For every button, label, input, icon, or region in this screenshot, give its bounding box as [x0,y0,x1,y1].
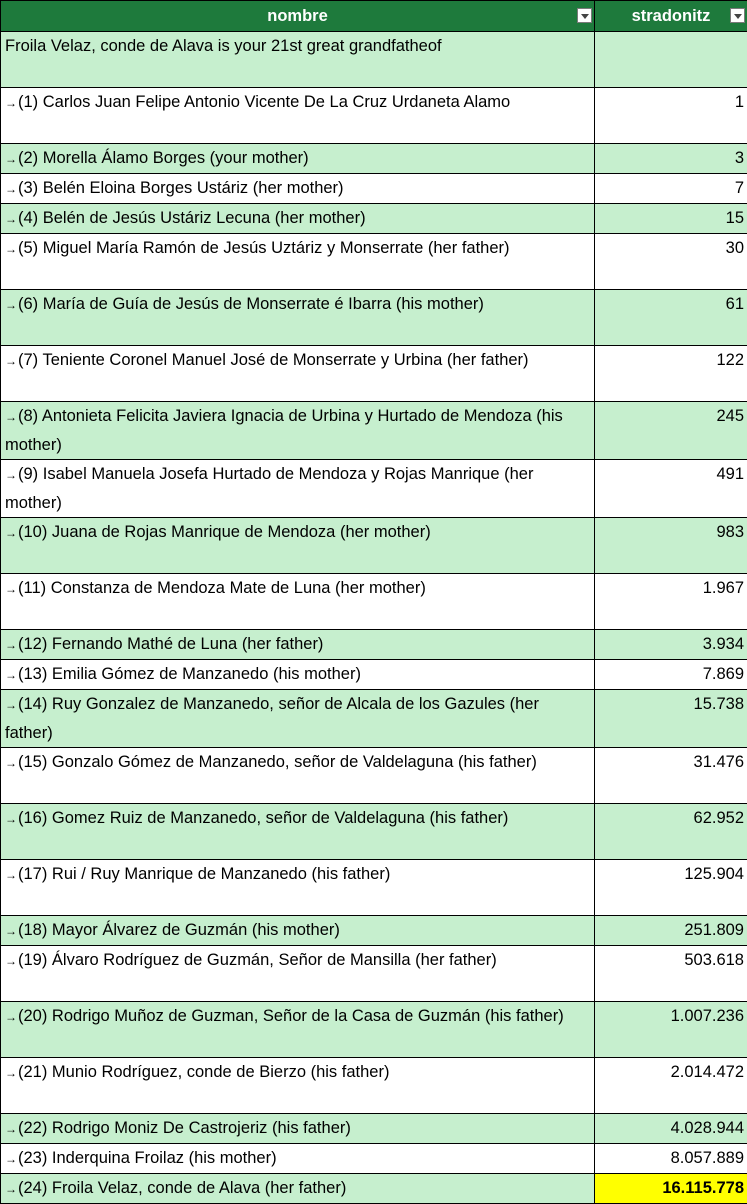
table-row [1,690,747,748]
table-row [1,402,747,460]
table-row [1,1144,747,1174]
ancestor-name: (22) Rodrigo Moniz De Castrojeriz (his father) [18,1119,351,1137]
ancestor-name: (24) Froila Velaz, conde de Alava (her father) [18,1179,346,1197]
name-cell[interactable] [1,860,595,916]
ancestor-name: (16) Gomez Ruiz de Manzanedo, señor de Valdelaguna (his father) [18,809,508,827]
table-row [1,804,747,860]
ancestor-name: (15) Gonzalo Gómez de Manzanedo, señor de Valdelaguna (his father) [18,753,537,771]
table-row [1,144,747,174]
ancestor-name: (21) Munio Rodríguez, conde de Bierzo (his father) [18,1063,389,1081]
ancestor-name: (18) Mayor Álvarez de Guzmán (his mother) [18,921,340,939]
stradonitz-cell[interactable]: 15.738 [595,690,747,748]
table-row [1,88,747,144]
stradonitz-cell[interactable]: 30 [595,234,747,290]
table-row [1,630,747,660]
name-cell[interactable] [1,402,595,460]
stradonitz-cell[interactable]: 491 [595,460,747,518]
arrow-icon: → [5,947,17,975]
arrow-icon: → [5,519,17,547]
arrow-icon: → [5,291,17,319]
ancestor-name: (6) María de Guía de Jesús de Monserrate é Ibarra (his mother) [18,295,484,313]
ancestor-name: (5) Miguel María Ramón de Jesús Uztáriz y Monserrate (her father) [18,239,510,257]
name-cell[interactable] [1,346,595,402]
ancestor-name: (12) Fernando Mathé de Luna (her father) [18,635,323,653]
stradonitz-cell[interactable]: 62.952 [595,804,747,860]
ancestor-name: (2) Morella Álamo Borges (your mother) [18,149,309,167]
arrow-icon: → [5,1059,17,1087]
table-row [1,916,747,946]
table-row [1,860,747,916]
stradonitz-cell[interactable]: 251.809 [595,916,747,946]
arrow-icon: → [5,1003,17,1031]
stradonitz-cell[interactable]: 8.057.889 [595,1144,747,1174]
table-row [1,660,747,690]
stradonitz-cell[interactable]: 31.476 [595,748,747,804]
arrow-icon: → [5,861,17,889]
ancestor-name: (11) Constanza de Mendoza Mate de Luna (her mother) [18,579,426,597]
ancestor-name: (1) Carlos Juan Felipe Antonio Vicente De La Cruz Urdaneta Alamo [18,93,510,111]
arrow-icon: → [5,89,17,117]
name-cell[interactable] [1,88,595,144]
name-cell[interactable] [1,1058,595,1114]
ancestor-name: (20) Rodrigo Muñoz de Guzman, Señor de la Casa de Guzmán (his father) [18,1007,564,1025]
intro-value-cell[interactable] [595,32,747,88]
arrow-icon: → [5,461,17,489]
name-cell[interactable] [1,144,595,174]
table-row [1,1002,747,1058]
name-cell[interactable] [1,660,595,690]
stradonitz-cell[interactable]: 1.967 [595,574,747,630]
stradonitz-cell[interactable]: 61 [595,290,747,346]
ancestor-name: (8) Antonieta Felicita Javiera Ignacia de Urbina y Hurtado de Mendoza (his mother) [5,407,563,454]
filter-dropdown-icon[interactable] [577,8,592,23]
ancestor-name: (17) Rui / Ruy Manrique de Manzanedo (his father) [18,865,390,883]
stradonitz-cell[interactable]: 245 [595,402,747,460]
table-row [1,1058,747,1114]
column-header-stradonitz[interactable] [595,1,747,32]
stradonitz-cell[interactable]: 7.869 [595,660,747,690]
name-cell[interactable] [1,804,595,860]
arrow-icon: → [5,749,17,777]
name-cell[interactable] [1,748,595,804]
ancestor-name: (13) Emilia Gómez de Manzanedo (his mother) [18,665,361,683]
column-header-label: nombre [1,1,594,31]
stradonitz-cell[interactable]: 7 [595,174,747,204]
arrow-icon: → [5,575,17,603]
arrow-icon: → [5,205,17,233]
name-cell[interactable] [1,204,595,234]
column-header-label: stradonitz [595,1,747,31]
arrow-icon: → [5,631,17,659]
stradonitz-cell[interactable]: 3.934 [595,630,747,660]
name-cell[interactable] [1,1002,595,1058]
table-row [1,946,747,1002]
name-cell[interactable] [1,460,595,518]
stradonitz-cell[interactable]: 983 [595,518,747,574]
stradonitz-cell[interactable]: 2.014.472 [595,1058,747,1114]
ancestor-name: (3) Belén Eloina Borges Ustáriz (her mother) [18,179,344,197]
ancestor-name: (19) Álvaro Rodríguez de Guzmán, Señor de Mansilla (her father) [18,951,497,969]
name-cell[interactable] [1,1114,595,1144]
arrow-icon: → [5,1145,17,1173]
arrow-icon: → [5,805,17,833]
stradonitz-cell[interactable]: 16.115.778 [595,1174,747,1204]
stradonitz-cell[interactable]: 122 [595,346,747,402]
table-row [1,234,747,290]
name-cell[interactable] [1,1174,595,1204]
table-row [1,204,747,234]
arrow-icon: → [5,917,17,945]
stradonitz-cell[interactable]: 1 [595,88,747,144]
stradonitz-cell[interactable]: 4.028.944 [595,1114,747,1144]
name-cell[interactable] [1,690,595,748]
stradonitz-cell[interactable]: 503.618 [595,946,747,1002]
table-row [1,748,747,804]
name-cell[interactable] [1,946,595,1002]
arrow-icon: → [5,347,17,375]
name-cell[interactable] [1,1144,595,1174]
ancestor-name: (7) Teniente Coronel Manuel José de Monserrate y Urbina (her father) [18,351,529,369]
ancestor-name: (9) Isabel Manuela Josefa Hurtado de Mendoza y Rojas Manrique (her mother) [5,465,533,512]
arrow-icon: → [5,175,17,203]
arrow-icon: → [5,145,17,173]
table-row [1,460,747,518]
name-cell[interactable] [1,574,595,630]
table-row [1,574,747,630]
arrow-icon: → [5,403,17,431]
filter-dropdown-icon[interactable] [730,8,745,23]
name-cell[interactable] [1,290,595,346]
ancestor-name: (23) Inderquina Froilaz (his mother) [18,1149,277,1167]
column-header-nombre[interactable] [1,1,595,32]
arrow-icon: → [5,235,17,263]
name-cell[interactable] [1,174,595,204]
table-row [1,518,747,574]
table-row [1,346,747,402]
name-cell[interactable] [1,916,595,946]
stradonitz-cell[interactable]: 3 [595,144,747,174]
table-row [1,1114,747,1144]
stradonitz-cell[interactable]: 15 [595,204,747,234]
ancestor-name: (14) Ruy Gonzalez de Manzanedo, señor de Alcala de los Gazules (her father) [5,695,539,742]
table-row [1,290,747,346]
arrow-icon: → [5,1115,17,1143]
ancestor-name: (10) Juana de Rojas Manrique de Mendoza (her mother) [18,523,431,541]
stradonitz-cell[interactable]: 1.007.236 [595,1002,747,1058]
name-cell[interactable] [1,630,595,660]
name-cell[interactable] [1,518,595,574]
stradonitz-cell[interactable]: 125.904 [595,860,747,916]
intro-cell[interactable]: Froila Velaz, conde de Alava is your 21st great grandfatheof [1,32,595,88]
arrow-icon: → [5,1175,17,1203]
name-cell[interactable] [1,234,595,290]
table-row [1,174,747,204]
arrow-icon: → [5,691,17,719]
arrow-icon: → [5,661,17,689]
table-row [1,1174,747,1204]
ancestor-name: (4) Belén de Jesús Ustáriz Lecuna (her mother) [18,209,366,227]
